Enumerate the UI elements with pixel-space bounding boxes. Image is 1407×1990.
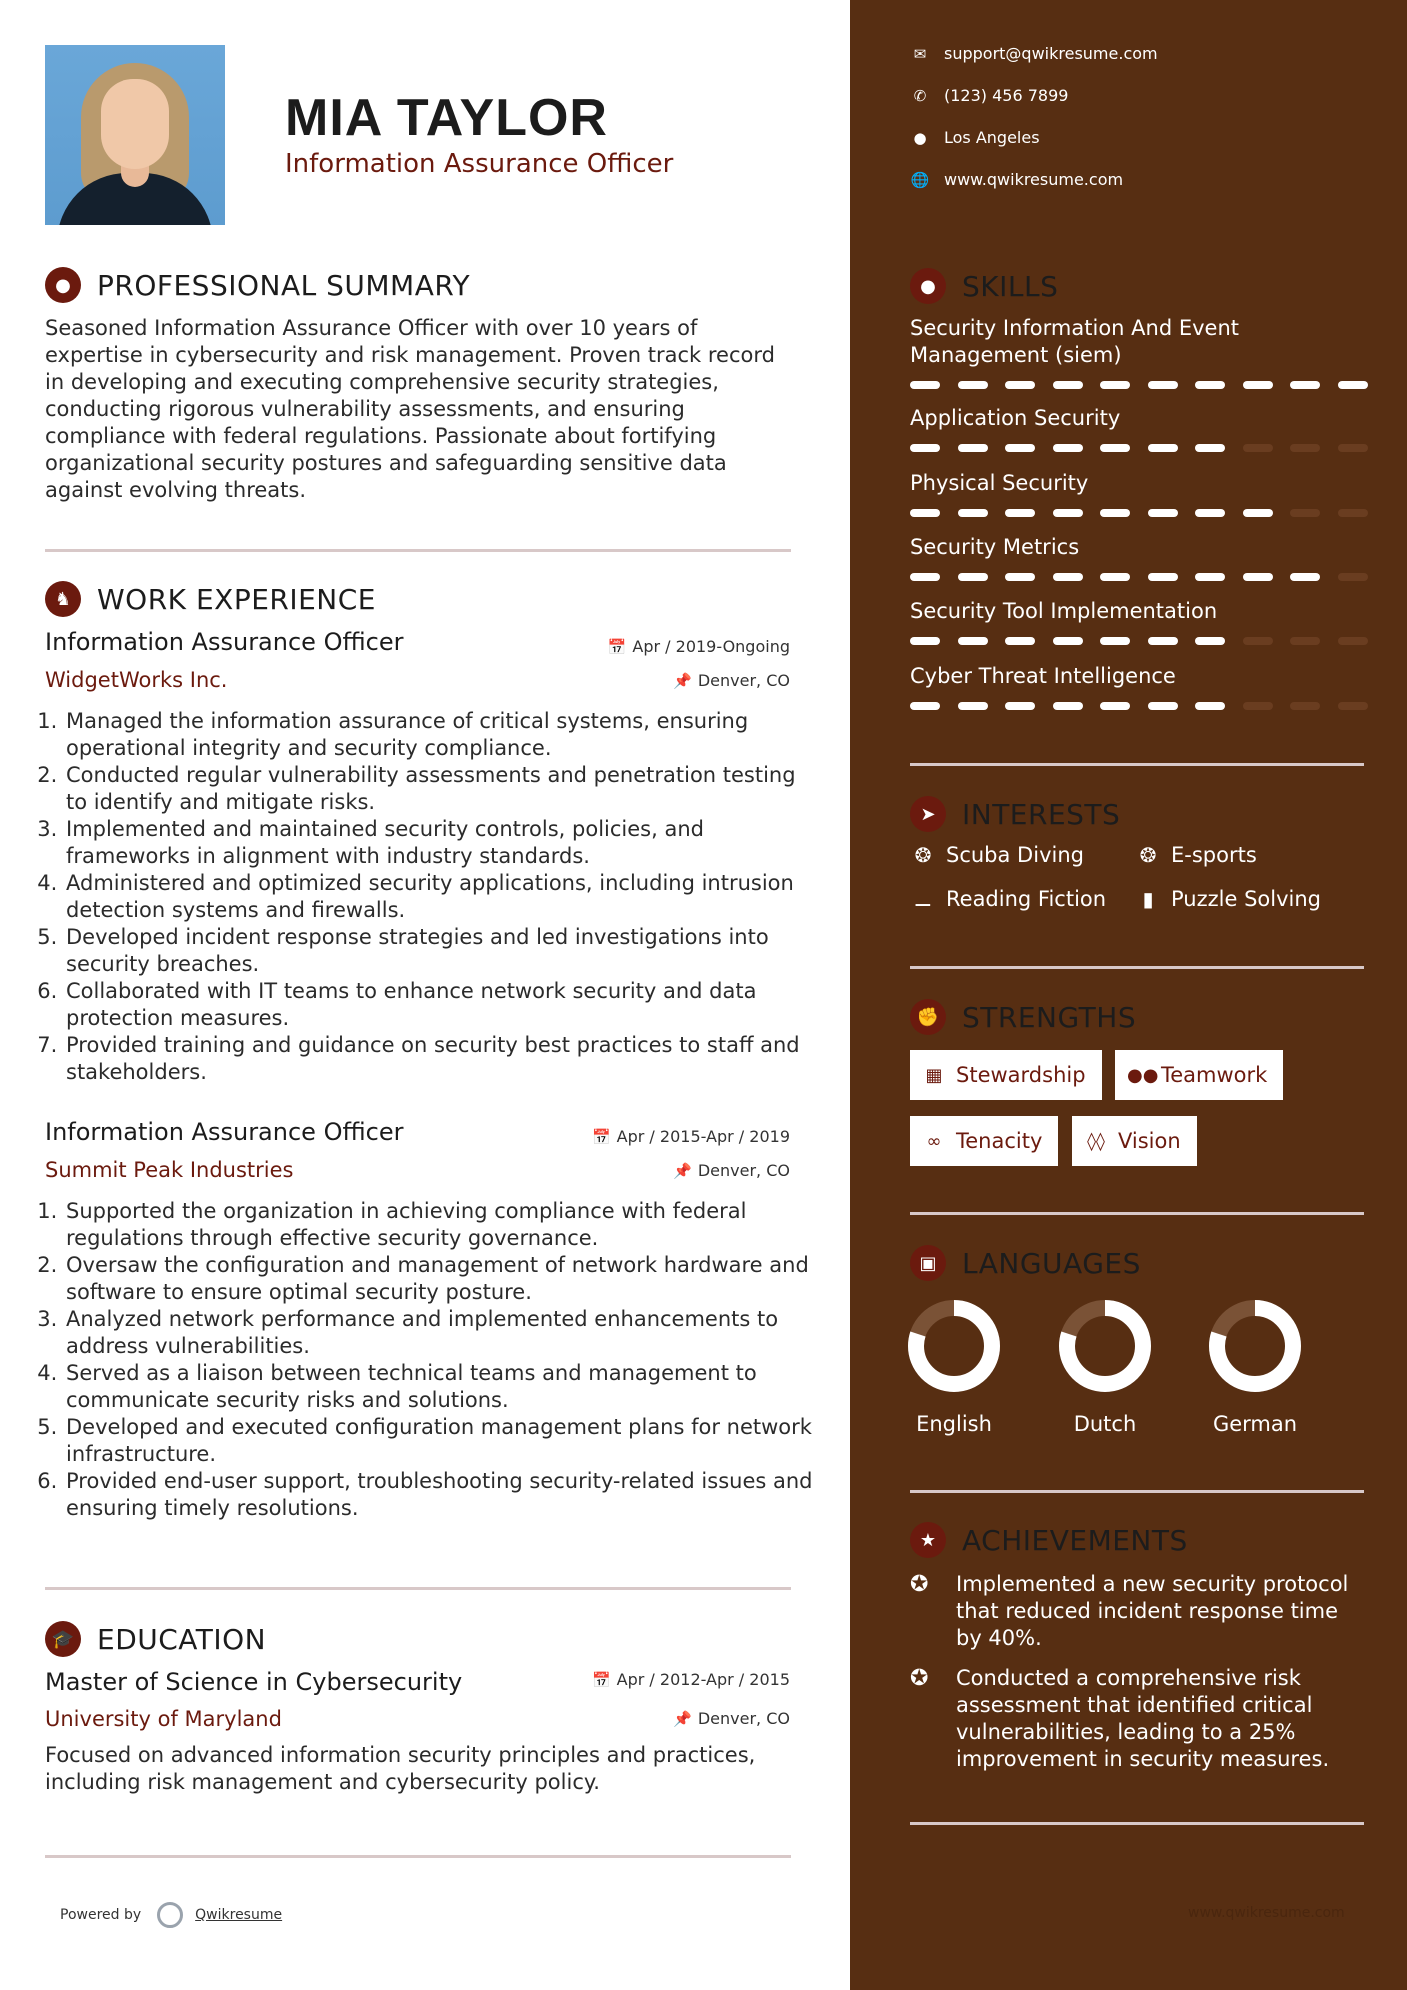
skill-dash — [910, 702, 940, 710]
skill-dash — [1148, 573, 1178, 581]
calendar-icon: 📅 — [591, 1671, 611, 1689]
summary-text: Seasoned Information Assurance Officer with over 10 years of expertise in cybersecurity and risk management. Proven track record in developing and executing comprehensive security strategies, conducting rigorous vulnerability assessments, and ensuring compliance with federal regulations. Passionate about fortifying organizational security postures and safeguarding sensitive data against evolving threats. — [45, 316, 775, 502]
skill-dash — [1195, 637, 1225, 645]
summary-heading: ● PROFESSIONAL SUMMARY — [45, 267, 470, 303]
skill-dash — [1338, 509, 1368, 517]
skill-dash — [1053, 509, 1083, 517]
skill-level-bar — [910, 381, 1366, 391]
strength-chip: ◊◊ Vision — [1072, 1116, 1197, 1166]
interest-item: ❂ Scuba Diving — [910, 843, 1084, 867]
divider — [910, 1212, 1364, 1215]
education-location: 📌 Denver, CO — [673, 1709, 790, 1728]
list-item: 1. Managed the information assurance of critical systems, ensuring operational integrity and security compliance. — [64, 708, 819, 762]
skill-name: Security Metrics — [910, 535, 1080, 559]
skill-dash — [958, 702, 988, 710]
skill-dash — [958, 573, 988, 581]
skill-name: Security Information And Event Management (siem) — [910, 316, 1239, 367]
skill-dash — [1100, 702, 1130, 710]
strengths-heading: ✊ STRENGTHS — [910, 999, 1136, 1035]
skill-dash — [910, 573, 940, 581]
skill-dash — [910, 444, 940, 452]
divider — [910, 966, 1364, 969]
skill-dash — [1338, 381, 1368, 389]
skill-name: Physical Security — [910, 471, 1089, 495]
job-title: Information Assurance Officer — [45, 1118, 404, 1146]
qwikresume-logo-icon — [157, 1902, 183, 1928]
fist-icon: ✊ — [910, 999, 946, 1035]
skill-dash — [1195, 381, 1225, 389]
envelope-icon: ✉ — [913, 44, 927, 63]
skill-dash — [1195, 444, 1225, 452]
skill-dash — [1243, 509, 1273, 517]
skill-dash — [1100, 637, 1130, 645]
education-heading: 🎓 EDUCATION — [45, 1621, 266, 1657]
achievements-heading: ★ ACHIEVEMENTS — [910, 1522, 1188, 1558]
school-name: University of Maryland — [45, 1707, 282, 1731]
paper-plane-icon: ➤ — [910, 796, 946, 832]
skill-dash — [958, 444, 988, 452]
list-item: 5. Developed incident response strategies and led investigations into security breaches. — [64, 924, 819, 978]
language-ring — [906, 1298, 1002, 1394]
divider — [910, 763, 1364, 766]
link-icon: ∞ — [926, 1130, 942, 1152]
briefcase-chair-icon: ♞ — [45, 581, 81, 617]
watermark: www.qwikresume.com — [1188, 1905, 1345, 1921]
calendar-icon: 📅 — [607, 638, 627, 656]
list-item: 3. Implemented and maintained security controls, policies, and frameworks in alignment with industry standards. — [64, 816, 819, 870]
strength-chip: ●● Teamwork — [1115, 1050, 1283, 1100]
interest-item: ⚊ Reading Fiction — [910, 887, 1106, 911]
briefcase-icon: ▦ — [925, 1064, 943, 1086]
skill-dash — [1100, 381, 1130, 389]
skill-dash — [910, 381, 940, 389]
pin-icon: 📌 — [673, 1710, 692, 1728]
skill-dash — [1338, 444, 1368, 452]
user-icon: ● — [45, 267, 81, 303]
divider — [910, 1822, 1364, 1825]
list-item: 6. Provided end-user support, troubleshooting security-related issues and ensuring timely resolutions. — [64, 1468, 819, 1522]
life-ring-icon: ❂ — [914, 843, 932, 867]
star-icon: ✪ — [910, 1666, 929, 1691]
star-icon: ✪ — [910, 1572, 929, 1597]
book-icon: ▮ — [1142, 887, 1154, 911]
divider — [45, 549, 791, 552]
strength-chip: ▦ Stewardship — [910, 1050, 1102, 1100]
skill-dash — [1338, 702, 1368, 710]
pin-icon: 📌 — [673, 1162, 692, 1180]
education-text: Focused on advanced information security principles and practices, including risk management and cybersecurity policy. — [45, 1743, 756, 1794]
achievement-item: ✪ Implemented a new security protocol that reduced incident response time by 40%. — [910, 1572, 1349, 1650]
language-name: English — [916, 1412, 992, 1436]
job-bullets — [42, 1198, 819, 1522]
skill-dash — [1290, 509, 1320, 517]
skill-level-bar — [910, 444, 1366, 454]
skill-dash — [1053, 637, 1083, 645]
list-item: 1. Supported the organization in achieving compliance with federal regulations through effective security governance. — [64, 1198, 819, 1252]
job-location: 📌 Denver, CO — [673, 1161, 790, 1180]
skill-dash — [1243, 637, 1273, 645]
star-badge-icon: ★ — [910, 1522, 946, 1558]
list-item: 6. Collaborated with IT teams to enhance network security and data protection measures. — [64, 978, 819, 1032]
contact-website[interactable]: 🌐 www.qwikresume.com — [910, 170, 1124, 189]
job-company: Summit Peak Industries — [45, 1158, 294, 1182]
language-name: Dutch — [1073, 1412, 1137, 1436]
skill-dash — [958, 509, 988, 517]
skill-dash — [1243, 381, 1273, 389]
list-item: 2. Conducted regular vulnerability assessments and penetration testing to identify and mitigate risks. — [64, 762, 819, 816]
languages-heading: ▣ LANGUAGES — [910, 1245, 1141, 1281]
skill-dash — [1338, 637, 1368, 645]
list-item: 4. Served as a liaison between technical teams and management to communicate security risks and solutions. — [64, 1360, 819, 1414]
skill-level-bar — [910, 573, 1366, 583]
skill-dash — [1148, 509, 1178, 517]
skill-dash — [1290, 637, 1320, 645]
skill-dash — [1053, 381, 1083, 389]
list-item: 3. Analyzed network performance and implemented enhancements to address vulnerabilities. — [64, 1306, 819, 1360]
interests-heading: ➤ INTERESTS — [910, 796, 1120, 832]
lightbulb-icon: ● — [910, 268, 946, 304]
skill-dash — [1290, 381, 1320, 389]
skill-dash — [1243, 444, 1273, 452]
skill-dash — [1195, 702, 1225, 710]
skill-dash — [910, 509, 940, 517]
skill-dash — [1053, 444, 1083, 452]
skill-level-bar — [910, 702, 1366, 712]
users-icon: ●● — [1127, 1064, 1159, 1086]
skill-dash — [1243, 573, 1273, 581]
skill-dash — [958, 381, 988, 389]
gamepad-icon: ⚊ — [914, 887, 932, 911]
list-item: 4. Administered and optimized security applications, including intrusion detection systems and firewalls. — [64, 870, 819, 924]
skill-dash — [1195, 509, 1225, 517]
job-location: 📌 Denver, CO — [673, 671, 790, 690]
candidate-name: MIA TAYLOR — [285, 89, 608, 147]
skill-dash — [1100, 444, 1130, 452]
skill-dash — [1053, 573, 1083, 581]
skill-dash — [1100, 509, 1130, 517]
language-item — [1045, 1298, 1165, 1436]
graduation-cap-icon: 🎓 — [45, 1621, 81, 1657]
list-item: 5. Developed and executed configuration management plans for network infrastructure. — [64, 1414, 819, 1468]
translate-icon: ▣ — [910, 1245, 946, 1281]
skill-level-bar — [910, 509, 1366, 519]
life-ring-icon: ❂ — [1139, 843, 1157, 867]
globe-icon: 🌐 — [910, 170, 930, 189]
job-bullets — [42, 708, 819, 1086]
candidate-title: Information Assurance Officer — [285, 149, 674, 179]
job-company: WidgetWorks Inc. — [45, 668, 228, 692]
skills-heading: ● SKILLS — [910, 268, 1058, 304]
skill-dash — [1290, 702, 1320, 710]
skill-dash — [1005, 509, 1035, 517]
experience-heading: ♞ WORK EXPERIENCE — [45, 581, 376, 617]
education-dates: 📅 Apr / 2012-Apr / 2015 — [591, 1670, 790, 1689]
language-ring — [1057, 1298, 1153, 1394]
location-pin-icon: ● — [913, 128, 927, 147]
skill-level-bar — [910, 637, 1366, 647]
calendar-icon: 📅 — [591, 1128, 611, 1146]
interest-item: ❂ E-sports — [1135, 843, 1257, 867]
contact-location: ● Los Angeles — [910, 128, 1040, 147]
skill-dash — [1338, 573, 1368, 581]
phone-icon: ✆ — [913, 86, 927, 105]
skill-dash — [1243, 702, 1273, 710]
job-dates: 📅 Apr / 2015-Apr / 2019 — [591, 1127, 790, 1146]
divider — [45, 1587, 791, 1590]
profile-photo — [45, 45, 225, 225]
skill-dash — [1290, 444, 1320, 452]
skill-name: Application Security — [910, 406, 1121, 430]
language-name: German — [1212, 1412, 1298, 1436]
skill-dash — [1148, 637, 1178, 645]
skill-name: Cyber Threat Intelligence — [910, 664, 1176, 688]
skill-dash — [1005, 637, 1035, 645]
skill-dash — [1100, 573, 1130, 581]
skill-name: Security Tool Implementation — [910, 599, 1218, 623]
achievement-item: ✪ Conducted a comprehensive risk assessment that identified critical vulnerabilities, leading to a 25% improvement in security measures. — [910, 1666, 1330, 1771]
language-ring — [1207, 1298, 1303, 1394]
skill-dash — [1290, 573, 1320, 581]
interest-item: ▮ Puzzle Solving — [1135, 887, 1321, 911]
skill-dash — [1148, 444, 1178, 452]
list-item: 7. Provided training and guidance on security best practices to staff and stakeholders. — [64, 1032, 819, 1086]
strength-chip: ∞ Tenacity — [910, 1116, 1058, 1166]
divider — [910, 1490, 1364, 1493]
degree-title: Master of Science in Cybersecurity — [45, 1668, 463, 1696]
skill-dash — [1053, 702, 1083, 710]
job-dates: 📅 Apr / 2019-Ongoing — [607, 637, 790, 656]
skill-dash — [1148, 702, 1178, 710]
skill-dash — [958, 637, 988, 645]
skill-dash — [1005, 381, 1035, 389]
job-title: Information Assurance Officer — [45, 628, 404, 656]
qwikresume-link[interactable]: Qwikresume — [195, 1907, 283, 1923]
pin-icon: 📌 — [673, 672, 692, 690]
divider — [45, 1855, 791, 1858]
skill-dash — [1148, 381, 1178, 389]
skill-dash — [1005, 444, 1035, 452]
skill-dash — [1195, 573, 1225, 581]
powered-by: Powered by Qwikresume — [60, 1902, 282, 1928]
skill-dash — [1005, 573, 1035, 581]
language-item — [1195, 1298, 1315, 1436]
skill-dash — [910, 637, 940, 645]
language-item — [894, 1298, 1014, 1436]
list-item: 2. Oversaw the configuration and management of network hardware and software to ensure optimal security posture. — [64, 1252, 819, 1306]
contact-phone[interactable]: ✆ (123) 456 7899 — [910, 86, 1068, 105]
binoculars-icon: ◊◊ — [1087, 1130, 1105, 1152]
skill-dash — [1005, 702, 1035, 710]
contact-email[interactable]: ✉ support@qwikresume.com — [910, 44, 1158, 63]
